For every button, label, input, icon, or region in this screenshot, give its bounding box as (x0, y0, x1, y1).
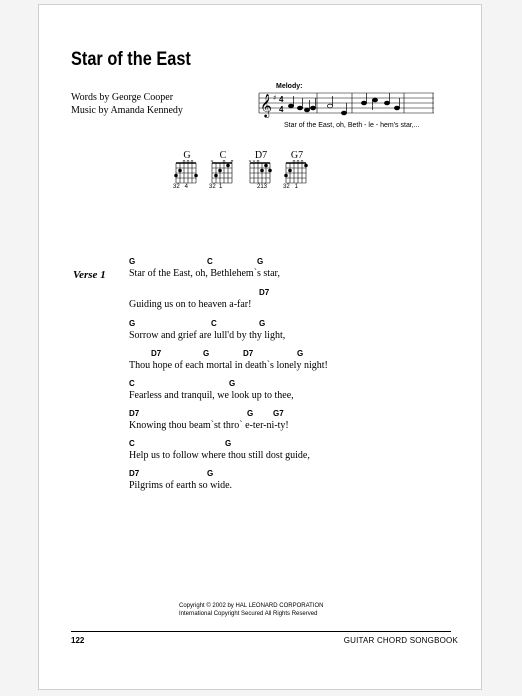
lyric-line-8 (129, 469, 429, 497)
chord-symbol: G (203, 349, 210, 358)
chord-symbol: G7 (273, 409, 284, 418)
lyric-text: Guiding us on to heaven a-far! (129, 299, 252, 310)
chord-symbol: G (207, 469, 214, 478)
music-credit: Music by Amanda Kennedy (71, 105, 183, 116)
melody-note (304, 108, 309, 112)
fretboard-grid (283, 160, 311, 186)
melody-lyrics: Star of the East, oh, Beth - le - hem's star,... (284, 122, 420, 129)
chord-symbol: D7 (243, 349, 254, 358)
lyric-line-3 (129, 319, 429, 347)
lyric-line-6 (129, 409, 429, 437)
chord-diagram-name: G7 (290, 150, 304, 161)
melody-note (394, 106, 399, 110)
melody-note (327, 104, 332, 108)
chord-symbol: G (297, 349, 304, 358)
lyric-text: Knowing thou beam`st thro` e-ter-ni-ty! (129, 420, 289, 431)
song-title: Star of the East (71, 49, 191, 70)
melody-note (310, 106, 315, 110)
chord-symbol: D7 (129, 469, 140, 478)
book-title: GUITAR CHORD SONGBOOK (343, 636, 458, 645)
verse-label: Verse 1 (73, 269, 106, 281)
fretboard-grid (209, 160, 237, 186)
fretboard-grid (247, 160, 275, 186)
lyric-line-4 (129, 349, 429, 377)
chord-symbol: C (207, 257, 213, 266)
chord-symbol: C (129, 439, 135, 448)
words-credit: Words by George Cooper (71, 92, 174, 103)
chord-diagram-fingers: 213 (257, 184, 268, 190)
page-number: 122 (71, 636, 85, 645)
lyric-text: Pilgrims of earth so wide. (129, 480, 233, 491)
lyric-text: Sorrow and grief are lull'd by thy light, (129, 330, 286, 341)
chord-diagram-name: D7 (254, 150, 268, 161)
lyric-line-2 (129, 288, 429, 316)
melody-note (384, 101, 389, 105)
chord-symbol: G (129, 319, 136, 328)
chord-diagram-name: G (183, 150, 191, 161)
lyric-line-7 (129, 439, 429, 467)
melody-note (341, 111, 346, 115)
lyric-text: Help us to follow where thou still dost guide, (129, 450, 310, 461)
copyright-line-2: International Copyright Secured All Rights Reserved (179, 611, 318, 617)
chord-symbol: C (129, 379, 135, 388)
fretboard-grid (173, 160, 201, 186)
chord-symbol: G (225, 439, 232, 448)
chord-symbol: G (257, 257, 264, 266)
chord-symbol: D7 (129, 409, 140, 418)
lyric-line-1 (129, 257, 429, 285)
chord-symbol: D7 (151, 349, 162, 358)
chord-diagram-c (209, 151, 237, 195)
melody-note (297, 106, 302, 110)
lyric-text: Thou hope of each mortal in death`s lonely night! (129, 360, 328, 371)
chord-diagram-fingers: 32 1 (283, 184, 299, 190)
chord-symbol: D7 (259, 288, 270, 297)
chord-symbol: C (211, 319, 217, 328)
chord-diagram-name: C (219, 150, 227, 161)
key-signature-sharp: ♯ (273, 94, 277, 102)
chord-symbol: G (229, 379, 236, 388)
lyric-text: Fearless and tranquil, we look up to thee, (129, 390, 294, 401)
footer-divider (71, 631, 451, 632)
sheet-page (38, 4, 482, 690)
time-signature-top: 4 (279, 95, 284, 104)
chord-symbol: G (247, 409, 254, 418)
melody-note (288, 104, 293, 108)
chord-symbol: G (259, 319, 266, 328)
chord-diagram-fingers: 32 4 (173, 184, 189, 190)
treble-clef-icon: 𝄞 (260, 93, 272, 117)
melody-note (372, 98, 377, 102)
chord-diagram-g (173, 151, 201, 195)
lyric-text: Star of the East, oh, Bethlehem`s star, (129, 268, 280, 279)
chord-symbol: G (129, 257, 136, 266)
chord-diagram-g7 (283, 151, 311, 195)
melody-staff (249, 90, 434, 120)
melody-note (361, 101, 366, 105)
lyric-line-5 (129, 379, 429, 407)
time-signature-bottom: 4 (279, 105, 284, 114)
chord-diagram-d7 (247, 151, 275, 195)
melody-label: Melody: (276, 83, 303, 90)
chord-diagram-fingers: 32 1 (209, 184, 223, 190)
copyright-line-1: Copyright © 2002 by HAL LEONARD CORPORATION (179, 603, 324, 609)
